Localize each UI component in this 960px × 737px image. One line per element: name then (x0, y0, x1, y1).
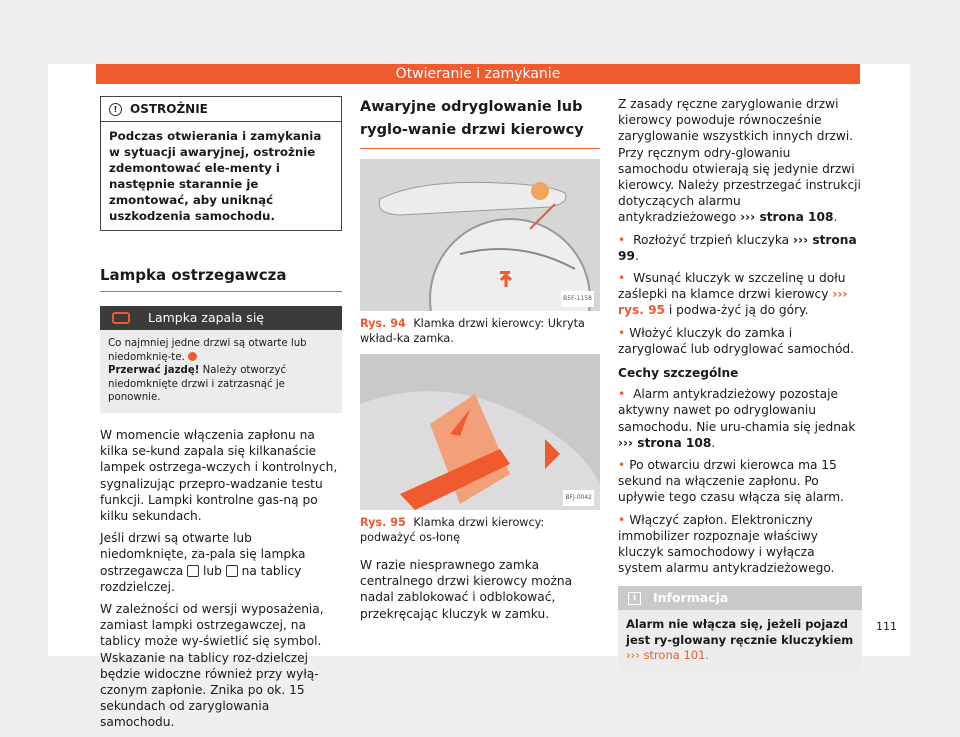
figure-link[interactable]: ››› rys. 95 (618, 287, 848, 318)
caution-title: OSTROŻNIE (130, 102, 208, 116)
figure-label: Rys. 95 (360, 516, 406, 529)
page-link[interactable]: ››› strona 108 (618, 435, 712, 450)
paragraph (100, 530, 342, 595)
figure-caption-text: Klamka drzwi kierowcy: Ukryta wkład-ka zamka. (360, 317, 585, 345)
section-title-lamp: Lampka ostrzegawcza (100, 267, 342, 292)
figure-caption-text: Klamka drzwi kierowcy: podważyć os-łonę (360, 516, 545, 544)
list-item: • Alarm antykradzieżowy pozostaje aktywny nawet po odryglowaniu samochodu. Nie uru-chamia się jednak ››› strona 108. (618, 386, 862, 451)
figure-95-caption (360, 516, 600, 545)
door-symbol-icon (226, 565, 238, 577)
paragraph-text: lub (202, 563, 222, 578)
lamp-box-title: Lampka zapala się (148, 310, 264, 326)
page-link[interactable]: ››› strona 99 (618, 232, 857, 263)
paragraph-text: na tablicy rozdzielczej. (100, 563, 302, 594)
lamp-box (100, 306, 342, 413)
caution-text: Podczas otwierania i zamykania w sytuacji awaryjnej, ostrożnie zdemontować ele-menty i następnie starannie je zmontować, aby uniknąć uszkodzenia samochodu. (109, 129, 322, 224)
col1-text (100, 427, 342, 731)
list-item: • Po otwarciu drzwi kierowca ma 15 sekund na włączenie zapłonu. Po upływie tego czasu włącza się alarm. (618, 457, 862, 506)
page-number: 111 (876, 620, 897, 633)
door-handle-illustration (360, 159, 600, 311)
list-item (618, 270, 862, 319)
door-symbol-icon (187, 565, 199, 577)
figure-label: Rys. 94 (360, 317, 406, 330)
warning-dot-icon (188, 352, 197, 361)
page-link[interactable]: ››› strona 101. (626, 648, 710, 663)
list-item-text: Wsunąć kluczyk w szczelinę u dołu zaślepki na klamce drzwi kierowcy (618, 271, 846, 302)
page-link[interactable]: ››› strona 108 (740, 210, 834, 225)
info-box-header (618, 586, 862, 610)
paragraph: W razie niesprawnego zamka centralnego drzwi kierowcy można nadal zablokować i odblokować, przekręcając kluczyk w zamku. (360, 558, 573, 621)
lamp-box-line1: Co najmniej jedne drzwi są otwarte lub niedomknię-te. (108, 338, 307, 363)
info-text (618, 610, 862, 671)
section-title-emergency: Awaryjne odryglowanie lub ryglo-wanie drzwi kierowcy (360, 96, 600, 149)
column-1 (100, 96, 342, 737)
door-warning-icon (112, 312, 130, 324)
lamp-drive-text: Należy otworzyć niedomknięte drzwi i zatrzasnąć je ponownie. (108, 365, 287, 404)
figure-code: B5F-1158 (561, 291, 594, 307)
page-header: Otwieranie i zamykanie (96, 64, 860, 84)
info-square-icon: i (628, 592, 641, 605)
list-item-text: Rozłożyć trzpień kluczyka (633, 232, 790, 247)
info-text-body: Alarm nie włącza się, jeżeli pojazd jest ry-glowany ręcznie kluczykiem (626, 617, 854, 647)
paragraph-text: Z zasady ręczne zaryglowanie drzwi kierowcy powoduje równocześnie zaryglowanie wszystkich innych drzwi. Przy ręcznym odry-glowaniu samochodu otwierają się jedynie drzwi kierowcy. Należy przestrzegać instrukcji dotyczących alarmu antykradzieżowego (618, 97, 861, 225)
lamp-drive-label: Przerwać jazdę! (108, 365, 200, 377)
info-title: Informacja (653, 590, 729, 606)
cap-removal-illustration (360, 354, 600, 510)
list-item-text: Alarm antykradzieżowy pozostaje aktywny nawet po odryglowaniu samochodu. Nie uru-chamia się jednak (618, 387, 856, 434)
paragraph: Z zasady ręczne zaryglowanie drzwi kierowcy powoduje równocześnie zaryglowanie wszystkich innych drzwi. Przy ręcznym odry-glowaniu samochodu otwierają się jedynie drzwi kierowcy. Należy przestrzegać instrukcji dotyczących alarmu antykradzieżowego ››› strona 108. (618, 97, 861, 225)
list-item-text: i podwa-żyć ją do góry. (668, 303, 809, 318)
caution-box (100, 96, 342, 231)
column-2 (360, 96, 600, 628)
list-item: • Włożyć kluczyk do zamka i zaryglować lub odryglować samochód. (618, 325, 862, 357)
info-circle-icon: ! (109, 103, 122, 116)
figure-code: BFJ-0042 (563, 490, 594, 506)
lamp-box-body (100, 330, 342, 413)
paragraph: W zależności od wersji wyposażenia, zamiast lampki ostrzegawczej, na tablicy może wy-świetlić się symbol. Wskazanie na tablicy roz-dzielczej będzie widoczne również przy wyłą-czonym zapłonie. Znika po ok. 15 sekundach od zaryglowania samochodu. (100, 601, 324, 730)
caution-header (101, 97, 341, 122)
figure-94-caption (360, 317, 600, 346)
list-item: • Włączyć zapłon. Elektroniczny immobilizer rozpoznaje właściwy kluczyk samochodowy i wyłącza system alarmu antykradzieżowego. (618, 512, 862, 577)
list-item: • Rozłożyć trzpień kluczyka ››› strona 99. (618, 232, 862, 264)
subheading: Cechy szczególne (618, 366, 739, 381)
lamp-box-header (100, 306, 342, 330)
info-box (618, 586, 862, 671)
column-3 (618, 96, 862, 671)
figure-95-cap-removal (360, 354, 600, 510)
paragraph: W momencie włączenia zapłonu na kilka se-kund zapala się kilkanaście lampek ostrzega-wczych i kontrolnych, sygnalizując przepro-wadzanie testu funkcji. Lampki kontrolne gas-ną po kilku sekundach. (100, 427, 338, 523)
figure-94-door-handle (360, 159, 600, 311)
paragraph-text: Jeśli drzwi są otwarte lub niedomknięte, za-pala się lampka ostrzegawcza (100, 531, 306, 578)
